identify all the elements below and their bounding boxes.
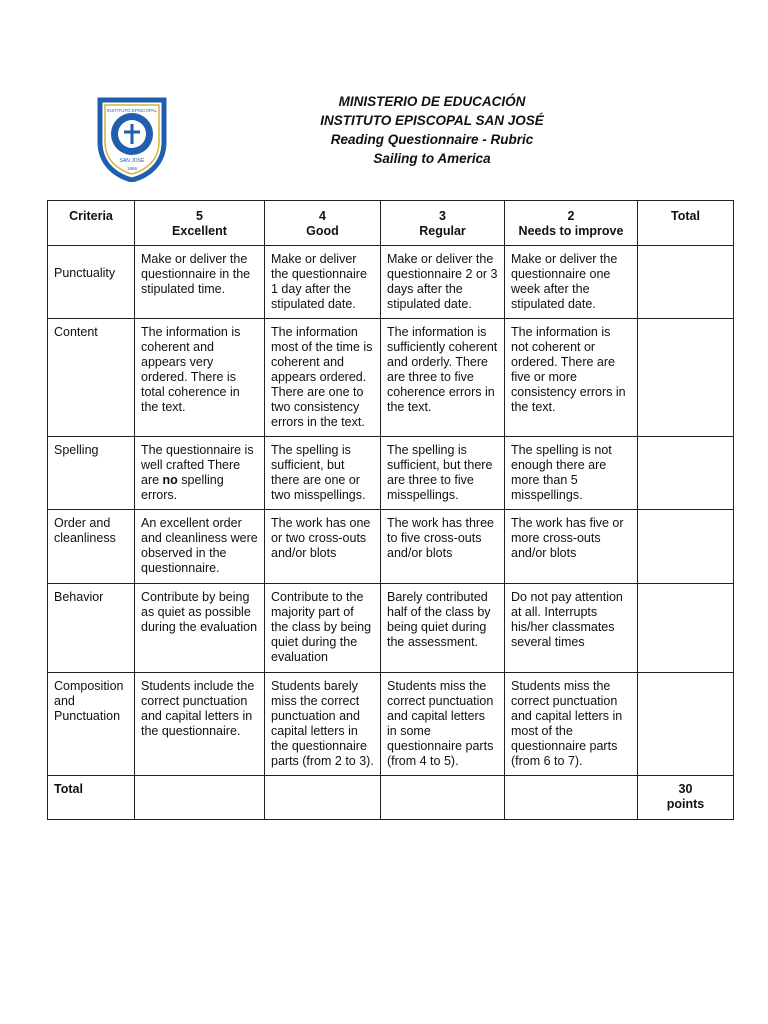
criteria-cell: Content — [48, 319, 135, 437]
logo-ring-text: INSTITUTO EPISCOPAL — [106, 108, 158, 113]
criteria-cell: Composition and Punctuation — [48, 673, 135, 776]
good-total-cell — [265, 776, 381, 820]
needs-improve-cell: The information is not coherent or ordered. There are five or more consistency errors in the text. — [505, 319, 638, 437]
regular-cell: The information is sufficiently coherent and orderly. There are three to five coherence errors in the text. — [381, 319, 505, 437]
good-cell: The work has one or two cross-outs and/or blots — [265, 510, 381, 584]
needs-improve-cell: The work has five or more cross-outs and/or blots — [505, 510, 638, 584]
table-row — [48, 510, 734, 584]
regular-cell: Barely contributed half of the class by being quiet during the assessment. — [381, 584, 505, 673]
total-cell — [638, 673, 734, 776]
column-header-good: 4 Good — [265, 201, 381, 246]
column-header-excellent: 5 Excellent — [135, 201, 265, 246]
regular-cell: Make or deliver the questionnaire 2 or 3 days after the stipulated date. — [381, 246, 505, 319]
total-row — [48, 776, 734, 820]
good-cell: Contribute to the majority part of the class by being quiet during the evaluation — [265, 584, 381, 673]
criteria-cell: Behavior — [48, 584, 135, 673]
total-label: Total — [48, 776, 135, 820]
total-cell — [638, 319, 734, 437]
needs-improve-cell: Students miss the correct punctuation and capital letters in most of the questionnaire parts (from 6 to 7). — [505, 673, 638, 776]
needs-improve-cell: Do not pay attention at all. Interrupts his/her classmates several times — [505, 584, 638, 673]
table-row — [48, 246, 734, 319]
rubric-table — [47, 200, 734, 820]
school-crest-logo — [96, 96, 168, 182]
needs-improve-cell: The spelling is not enough there are more than 5 misspellings. — [505, 437, 638, 510]
total-cell — [638, 584, 734, 673]
excellent-cell: Contribute by being as quiet as possible during the evaluation — [135, 584, 265, 673]
good-cell: Make or deliver the questionnaire 1 day after the stipulated date. — [265, 246, 381, 319]
table-row — [48, 437, 734, 510]
good-cell: The spelling is sufficient, but there are one or two misspellings. — [265, 437, 381, 510]
logo-year: 1956 — [126, 166, 138, 171]
excellent-cell: Students include the correct punctuation and capital letters in the questionnaire. — [135, 673, 265, 776]
regular-cell: The spelling is sufficient, but there are three to five misspellings. — [381, 437, 505, 510]
total-cell — [638, 437, 734, 510]
criteria-cell: Punctuality — [48, 246, 135, 319]
table-row — [48, 584, 734, 673]
excellent-cell: The questionnaire is well crafted There are no spelling errors. — [135, 437, 265, 510]
logo-bottom-text: SAN JOSÉ — [119, 158, 145, 164]
total-cell — [638, 246, 734, 319]
regular-total-cell — [381, 776, 505, 820]
criteria-cell: Order and cleanliness — [48, 510, 135, 584]
total-points: 30 points — [638, 776, 734, 820]
rubric-title: Reading Questionnaire - Rubric — [330, 132, 534, 147]
institute-title: INSTITUTO EPISCOPAL SAN JOSÉ — [320, 113, 544, 128]
excellent-cell: The information is coherent and appears very ordered. There is total coherence in the text. — [135, 319, 265, 437]
column-header-total: Total — [638, 201, 734, 246]
criteria-cell: Spelling — [48, 437, 135, 510]
ministry-title: MINISTERIO DE EDUCACIÓN — [338, 94, 526, 109]
good-cell: Students barely miss the correct punctuation and capital letters in the questionnaire parts (from 2 to 3). — [265, 673, 381, 776]
regular-cell: The work has three to five cross-outs and/or blots — [381, 510, 505, 584]
total-cell — [638, 510, 734, 584]
excellent-cell: Make or deliver the questionnaire in the stipulated time. — [135, 246, 265, 319]
needs-improve-cell: Make or deliver the questionnaire one week after the stipulated date. — [505, 246, 638, 319]
column-header-needs-improve: 2 Needs to improve — [505, 201, 638, 246]
emphasis-no: no — [162, 473, 178, 487]
column-header-criteria: Criteria — [48, 201, 135, 246]
column-header-regular: 3 Regular — [381, 201, 505, 246]
needs-improve-total-cell — [505, 776, 638, 820]
table-row — [48, 319, 734, 437]
reading-title: Sailing to America — [373, 151, 491, 166]
regular-cell: Students miss the correct punctuation and capital letters in some questionnaire parts (from 4 to 5). — [381, 673, 505, 776]
excellent-total-cell — [135, 776, 265, 820]
excellent-cell: An excellent order and cleanliness were observed in the questionnaire. — [135, 510, 265, 584]
table-row — [48, 673, 734, 776]
good-cell: The information most of the time is coherent and appears ordered. There are one to two consistency errors in the text. — [265, 319, 381, 437]
table-header-row — [48, 201, 734, 246]
document-header — [230, 92, 634, 168]
